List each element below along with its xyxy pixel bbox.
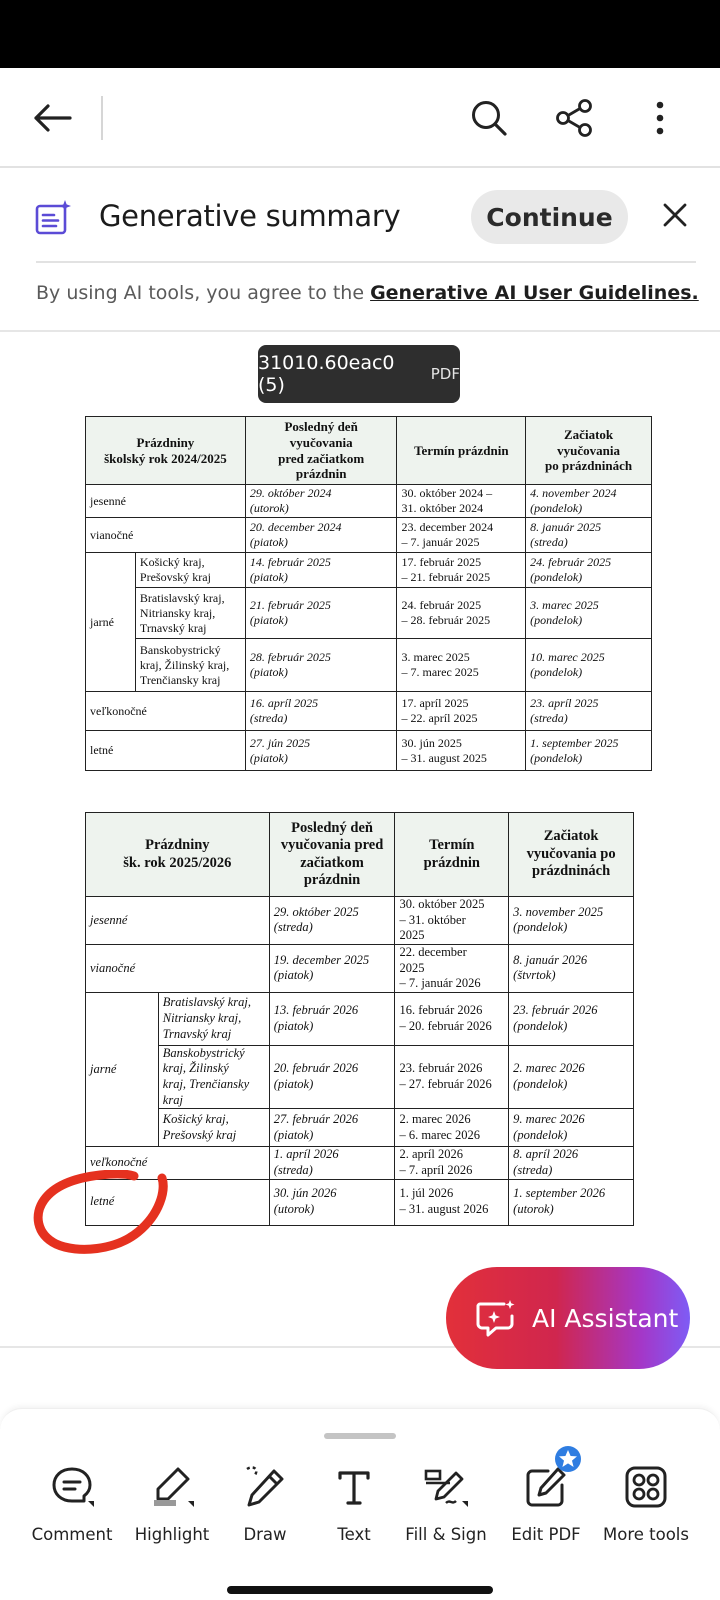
last-day-cell: 21. február 2025 (piatok) (249, 598, 331, 627)
term-cell: 17. apríl 2025 – 22. apríl 2025 (401, 696, 478, 725)
last-day-cell: 27. jún 2025 (piatok) (249, 735, 311, 765)
start-cell: 24. február 2025 (pondelok) (530, 555, 612, 584)
table-header: Termín prázdnin (395, 813, 509, 897)
table-row (86, 588, 652, 639)
continue-button[interactable]: Continue (471, 190, 628, 244)
table-header: Termín prázdnin (397, 417, 526, 485)
last-day-cell: 1. apríl 2026 (streda) (273, 1147, 339, 1177)
ai-assistant-label: AI Assistant (532, 1303, 679, 1333)
table-header: Posledný deň vyučovania pred začiatkom prázdnin (245, 417, 397, 485)
holiday-name: letné (86, 731, 246, 771)
tool-label: Draw (243, 1525, 287, 1544)
holiday-name: jesenné (86, 897, 270, 945)
highlight-icon (148, 1463, 196, 1511)
start-cell: 9. marec 2026 (pondelok) (513, 1112, 585, 1142)
last-day-cell: 16. apríl 2025 (streda) (249, 696, 319, 725)
region-cell: Bratislavský kraj, Nitriansky kraj, Trnavský kraj (139, 590, 225, 635)
file-name: 31010.60eac0 (5) (258, 352, 395, 396)
top-app-bar (0, 68, 720, 168)
table-row (86, 485, 652, 518)
generative-summary-panel (0, 170, 720, 332)
bottom-toolbar (0, 1408, 720, 1600)
ai-terms-notice (36, 282, 699, 304)
term-cell: 30. október 2025 – 31. október 2025 (399, 897, 485, 943)
holiday-name: jesenné (86, 485, 246, 518)
term-cell: 2. apríl 2026 – 7. apríl 2026 (399, 1147, 473, 1177)
table-row (86, 639, 652, 692)
start-cell: 23. február 2026 (pondelok) (513, 1003, 598, 1033)
tool-label: Comment (31, 1525, 113, 1544)
start-cell: 8. január 2026 (štvrtok) (513, 952, 588, 983)
start-cell: 3. marec 2025 (pondelok) (530, 598, 599, 627)
start-cell: 3. november 2025 (pondelok) (513, 904, 604, 935)
holiday-name: jarné (86, 553, 136, 692)
last-day-cell: 19. december 2025 (piatok) (273, 952, 370, 983)
term-cell: 24. február 2025 – 28. február 2025 (401, 598, 491, 627)
start-cell: 1. september 2026 (utorok) (513, 1186, 606, 1216)
table-header: Posledný deň vyučovania pred začiatkom prázdnin (269, 813, 395, 897)
last-day-cell: 29. október 2024 (utorok) (249, 486, 332, 515)
tool-label: Highlight (134, 1525, 210, 1544)
region-cell: Bratislavský kraj, Nitriansky kraj, Trnavský kraj (162, 995, 251, 1041)
file-name-chip (258, 345, 460, 403)
term-cell: 16. február 2026 – 20. február 2026 (399, 1003, 492, 1033)
term-cell: 1. júl 2026 – 31. august 2026 (399, 1186, 489, 1216)
status-bar (0, 0, 720, 68)
last-day-cell: 29. október 2025 (streda) (273, 904, 359, 935)
share-icon[interactable] (550, 94, 598, 142)
term-cell: 23. február 2026 – 27. február 2026 (399, 1061, 492, 1091)
tool-comment[interactable] (17, 1463, 127, 1544)
term-cell: 23. december 2024 – 7. január 2025 (401, 520, 494, 549)
toolbar-divider (101, 96, 103, 140)
text-icon (330, 1463, 378, 1511)
term-cell: 3. marec 2025 – 7. marec 2025 (401, 650, 479, 679)
home-indicator[interactable] (227, 1586, 493, 1594)
table-row (86, 1109, 634, 1147)
arrow-left-icon[interactable] (24, 96, 80, 140)
panel-divider (36, 261, 696, 263)
holiday-name: jarné (86, 992, 159, 1147)
table-row (86, 518, 652, 553)
start-cell: 8. apríl 2026 (streda) (513, 1147, 579, 1177)
ai-guidelines-link[interactable]: Generative AI User Guidelines. (370, 282, 699, 304)
term-cell: 30. jún 2025 – 31. august 2025 (401, 735, 487, 765)
last-day-cell: 14. február 2025 (piatok) (249, 555, 331, 584)
table-header: Začiatok vyučovania po prázdninách (509, 813, 634, 897)
holiday-name: vianočné (86, 518, 246, 553)
tool-label: Edit PDF (511, 1525, 581, 1544)
term-cell: 30. október 2024 – 31. október 2024 (401, 486, 493, 515)
region-cell: Košický kraj, Prešovský kraj (162, 1112, 237, 1142)
more-tools-icon (622, 1463, 670, 1511)
holiday-name: veľkonočné (86, 692, 246, 731)
table-row (86, 992, 634, 1045)
file-type: PDF (430, 365, 460, 383)
start-cell: 2. marec 2026 (pondelok) (513, 1061, 585, 1091)
region-cell: Košický kraj, Prešovský kraj (139, 555, 211, 584)
last-day-cell: 20. december 2024 (piatok) (249, 520, 342, 549)
holiday-table-2024-2025 (85, 416, 652, 771)
generative-summary-title: Generative summary (99, 199, 401, 233)
holiday-table-2025-2026 (85, 812, 634, 1226)
start-cell: 4. november 2024 (pondelok) (530, 486, 617, 515)
tool-edit-pdf[interactable] (491, 1463, 601, 1544)
table-row (86, 897, 634, 945)
table-header: Začiatok vyučovania po prázdninách (526, 417, 652, 485)
region-cell: Banskobystrický kraj, Žilinský kraj, Trenčiansky kraj (139, 642, 230, 687)
vertical-ellipsis-icon[interactable] (636, 94, 684, 142)
ai-terms-text: By using AI tools, you agree to the (36, 282, 371, 304)
table-row (86, 553, 652, 588)
term-cell: 17. február 2025 – 21. február 2025 (401, 555, 491, 584)
ink-annotation[interactable] (30, 1170, 180, 1260)
comment-icon (48, 1463, 96, 1511)
edit-pdf-icon (522, 1463, 570, 1511)
holiday-name: veľkonočné (86, 1147, 270, 1179)
table-row (86, 1045, 634, 1109)
tool-label: Fill & Sign (405, 1525, 487, 1544)
last-day-cell: 27. február 2026 (piatok) (273, 1112, 359, 1142)
ai-assistant-button[interactable] (446, 1267, 690, 1369)
start-cell: 23. apríl 2025 (streda) (530, 696, 599, 725)
draw-icon (241, 1463, 289, 1511)
last-day-cell: 30. jún 2026 (utorok) (273, 1186, 337, 1216)
holiday-name: letné (86, 1179, 270, 1225)
last-day-cell: 28. február 2025 (piatok) (249, 650, 331, 679)
holiday-name: vianočné (86, 944, 270, 992)
tool-label: More tools (603, 1525, 689, 1544)
tool-more-tools[interactable] (591, 1463, 701, 1544)
region-cell: Banskobystrický kraj, Žilinský kraj, Trenčiansky kraj (162, 1045, 250, 1107)
search-icon[interactable] (465, 94, 513, 142)
start-cell: 10. marec 2025 (pondelok) (530, 650, 605, 679)
table-header: Prázdniny šk. rok 2025/2026 (86, 813, 270, 897)
ai-summary-icon (34, 198, 74, 238)
last-day-cell: 13. február 2026 (piatok) (273, 1003, 359, 1033)
star-badge-icon (554, 1445, 582, 1473)
tool-label: Text (337, 1525, 371, 1544)
last-day-cell: 20. február 2026 (piatok) (273, 1061, 359, 1091)
tool-fill-sign[interactable] (391, 1463, 501, 1544)
table-row (86, 944, 634, 992)
start-cell: 1. september 2025 (pondelok) (530, 735, 619, 765)
table-header: Prázdniny školský rok 2024/2025 (86, 417, 246, 485)
ai-assistant-icon (474, 1298, 518, 1338)
table-row (86, 731, 652, 771)
fill-sign-icon (422, 1463, 470, 1511)
close-icon[interactable] (660, 200, 690, 230)
term-cell: 2. marec 2026 – 6. marec 2026 (399, 1112, 480, 1142)
table-row (86, 692, 652, 731)
start-cell: 8. január 2025 (streda) (530, 520, 602, 549)
term-cell: 22. december 2025 – 7. január 2026 (399, 944, 481, 991)
drag-handle[interactable] (324, 1433, 396, 1439)
